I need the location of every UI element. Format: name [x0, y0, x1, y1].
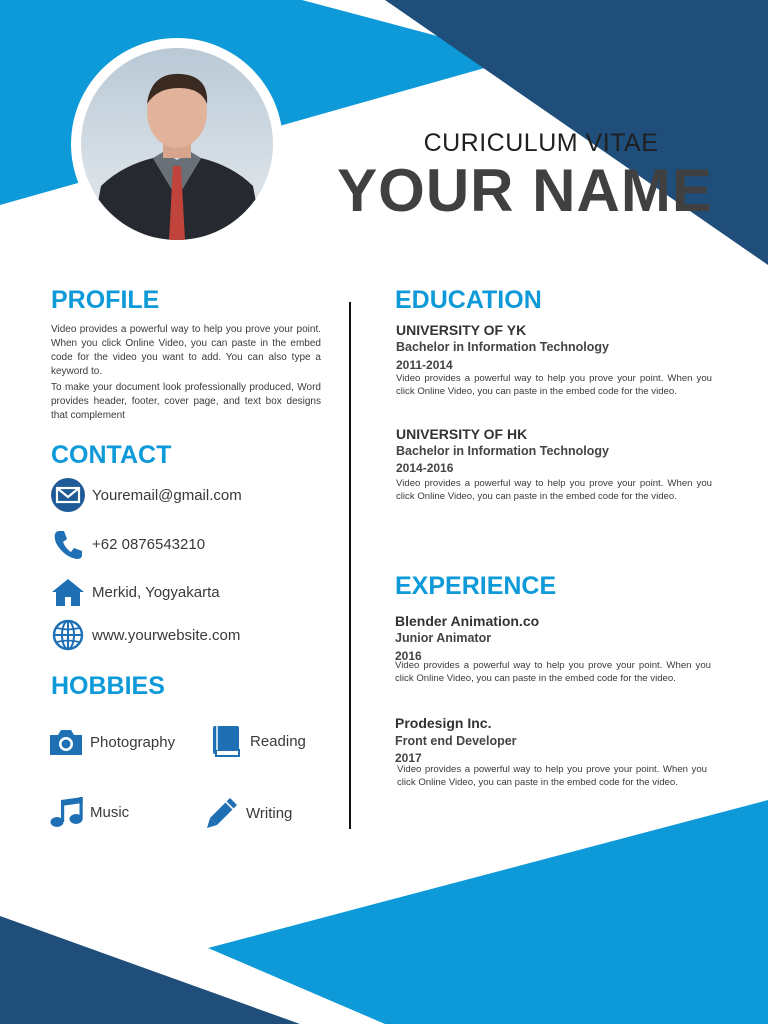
education-description-2: Video provides a powerful way to help you prove your point. When you click Online Video, you can paste in the embed code for the video.: [396, 478, 712, 502]
experience-company-1: Blender Animation.co: [395, 613, 540, 629]
phone-icon: [48, 526, 88, 562]
contact-phone: +62 0876543210: [92, 535, 206, 553]
hobby-label: Photography: [90, 733, 176, 751]
hobbies-heading: HOBBIES: [51, 672, 165, 700]
music-note-icon: [48, 794, 84, 830]
experience-company-2: Prodesign Inc.: [395, 715, 492, 731]
document-name: YOUR NAME: [337, 157, 713, 224]
education-description-1: Video provides a powerful way to help you prove your point. When you click Online Video, you can paste in the embed code for the video.: [396, 373, 712, 397]
book-icon: [208, 723, 244, 759]
hobby-label: Writing: [246, 804, 293, 822]
globe-icon: [48, 617, 88, 653]
hobby-photography: [48, 724, 175, 760]
education-heading: EDUCATION: [395, 286, 542, 314]
document-subtitle: CURICULUM VITAE: [423, 129, 659, 157]
hobby-reading: [208, 723, 306, 759]
home-icon: [48, 574, 88, 610]
education-years-2: 2014-2016: [396, 461, 454, 475]
experience-year-2: 2017: [395, 751, 422, 765]
contact-website: www.yourwebsite.com: [92, 626, 241, 644]
experience-description-2: Video provides a powerful way to help you prove your point. When you click Online Video, you can paste in the embed code for the video.: [397, 764, 707, 788]
experience-role-1: Junior Animator: [395, 631, 492, 645]
education-school-1: UNIVERSITY OF YK: [396, 322, 527, 338]
contact-address: Merkid, Yogyakarta: [92, 583, 220, 601]
hobby-label: Reading: [250, 732, 306, 750]
education-degree-1: Bachelor in Information Technology: [396, 340, 609, 354]
education-school-2: UNIVERSITY OF HK: [396, 426, 528, 442]
experience-year-1: 2016: [395, 649, 422, 663]
contact-email-row: [48, 477, 242, 513]
contact-phone-row: [48, 526, 205, 562]
contact-email: Youremail@gmail.com: [92, 486, 242, 504]
profile-text-2: To make your document look professionally produced, Word provides header, footer, cover page, and text box designs that complement: [51, 382, 321, 421]
profile-heading: PROFILE: [51, 286, 160, 314]
hobby-music: [48, 794, 129, 830]
camera-icon: [48, 724, 84, 760]
column-divider: [349, 302, 351, 829]
profile-photo-frame: [71, 38, 283, 250]
contact-website-row: [48, 617, 240, 653]
contact-address-row: [48, 574, 220, 610]
bottom-right-blue-shape: [208, 800, 768, 1024]
bottom-left-navy-shape: [0, 916, 300, 1024]
contact-heading: CONTACT: [51, 441, 172, 469]
experience-role-2: Front end Developer: [395, 734, 517, 748]
education-degree-2: Bachelor in Information Technology: [396, 444, 609, 458]
envelope-icon: [48, 477, 88, 513]
experience-heading: EXPERIENCE: [395, 572, 557, 600]
experience-description-1: Video provides a powerful way to help you prove your point. When you click Online Video, you can paste in the embed code for the video.: [395, 660, 711, 684]
education-years-1: 2011-2014: [396, 358, 453, 372]
profile-photo: [81, 48, 273, 240]
pencil-icon: [204, 795, 240, 831]
hobby-label: Music: [90, 803, 130, 821]
profile-text-1: Video provides a powerful way to help you prove your point. When you click Online Video, you can paste in the embed code for the video you want to add. You can also type a keyword to.: [51, 324, 321, 377]
hobby-writing: [204, 795, 292, 831]
